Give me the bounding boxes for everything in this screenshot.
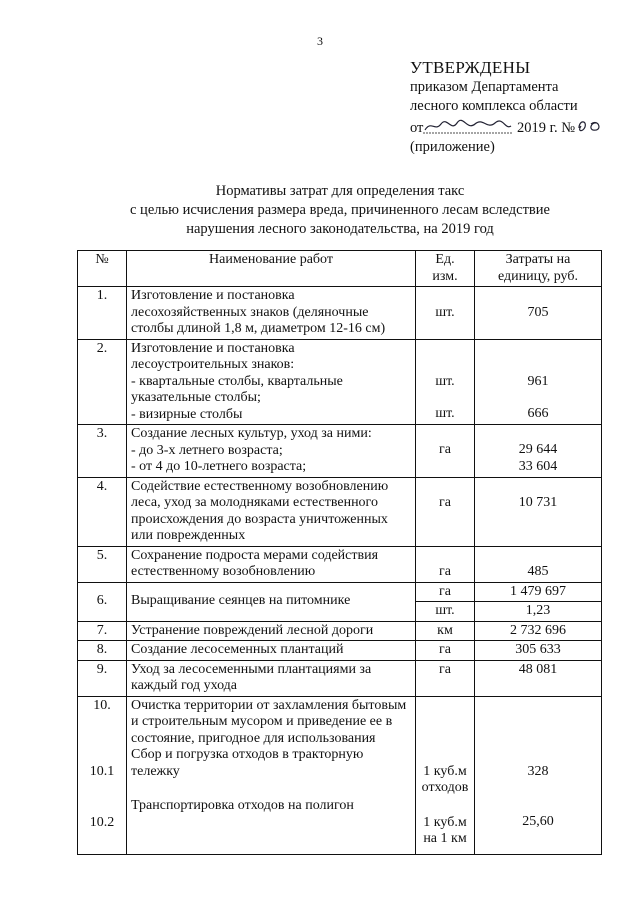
header-number: № — [78, 251, 127, 287]
approval-block — [410, 58, 605, 157]
approval-line-2: лесного комплекса области — [410, 98, 578, 114]
date-suffix: 2019 г. № — [517, 120, 576, 136]
approval-note: (приложение) — [410, 139, 495, 155]
table-row: 1. Изготовление и постановка лесохозяйственных знаков (деляночные столбы длиной 1,8 м, диаметром 12-16 см) шт. 705 — [78, 287, 602, 340]
handwritten-order-number — [575, 118, 605, 134]
table-row: 8. Создание лесосеменных плантаций га 305 633 — [78, 641, 602, 661]
table-row: 6. Выращивание сеянцев на питомнике га 1 479 697 — [78, 582, 602, 602]
title-line-1: Нормативы затрат для определения такс — [215, 183, 465, 199]
table-header-row — [78, 251, 602, 287]
table-row: 4. Содействие естественному возобновлению леса, уход за молодняками естественного происхождения до возраста уничтоженных или поврежденных га 10 731 — [78, 477, 602, 546]
table-row: 7. Устранение повреждений лесной дороги км 2 732 696 — [78, 621, 602, 641]
table-row: 10. 10.1 10.2 Очистка территории от захламления бытовым и строительным мусором и приведение ее в состояние, пригодное для использования Сбор и погрузка отходов в тракторную тележку Транспортировка отходов на полигон 1 куб.м отходов 1 куб.м на 1 км 328 25,60 — [78, 696, 602, 855]
approval-line-1: приказом Департамента — [410, 79, 559, 95]
header-name: Наименование работ — [127, 251, 416, 287]
approval-heading: УТВЕРЖДЕНЫ — [410, 58, 531, 77]
header-cost: Затраты на единицу, руб. — [475, 251, 602, 287]
title-line-3: нарушения лесного законодательства, на 2019 год — [186, 221, 494, 237]
page-number: 3 — [317, 34, 323, 48]
table-row: 9. Уход за лесосеменными плантациями за каждый год ухода га 48 081 — [78, 660, 602, 696]
date-prefix: от — [410, 120, 424, 136]
table-row: 5. Сохранение подроста мерами содействия естественному возобновлению га 485 — [78, 546, 602, 582]
title-line-2: с целью исчисления размера вреда, причиненного лесам вследствие — [130, 202, 550, 218]
table-row: 2. Изготовление и постановка лесоустроительных знаков: - квартальные столбы, квартальные указательные столбы; - визирные столбы шт. шт. 961 666 — [78, 339, 602, 425]
handwritten-date-signature — [423, 118, 513, 134]
table-row: шт. 1,23 — [78, 602, 602, 622]
approval-date-line — [410, 116, 605, 138]
header-unit: Ед. изм. — [416, 251, 475, 287]
table-row: 3. Создание лесных культур, уход за ними: - до 3-х летнего возраста; - от 4 до 10-летнего возраста; га 29 644 33 604 — [78, 425, 602, 478]
document-title — [60, 182, 620, 239]
cost-norms-table — [77, 250, 602, 855]
